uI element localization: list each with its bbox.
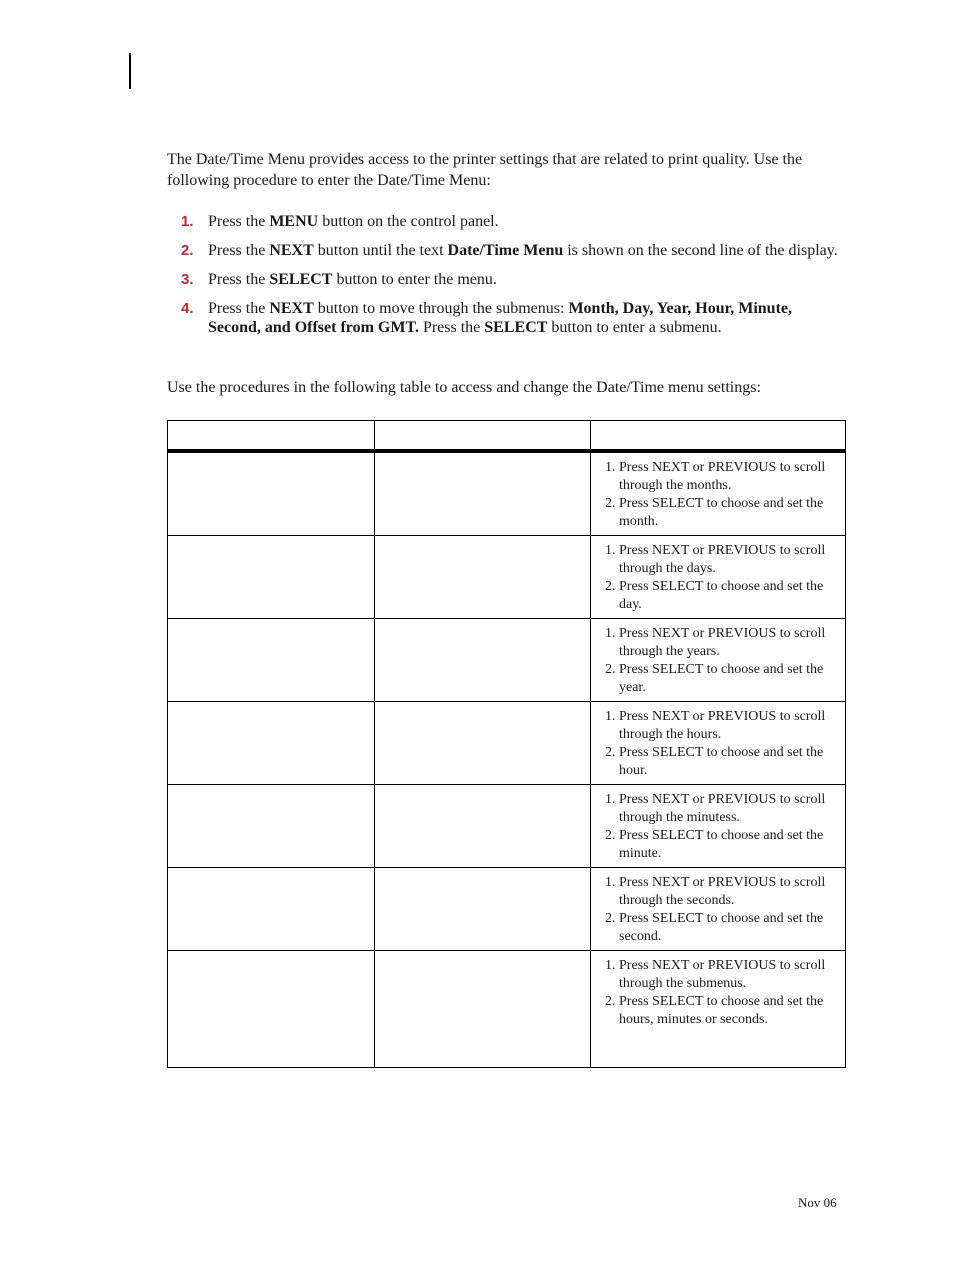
list-item — [605, 661, 837, 697]
step-item — [167, 270, 847, 289]
list-item — [605, 957, 837, 993]
item-number: 1. — [605, 709, 616, 724]
item-number: 2. — [605, 911, 616, 926]
submenu-cell — [168, 868, 375, 951]
step-text: button to enter the menu. — [332, 271, 497, 288]
table-row — [168, 536, 846, 619]
step-text: Press the — [208, 271, 270, 288]
step-text: Press the — [208, 300, 270, 317]
step-text: button until the text — [313, 242, 448, 259]
step-bold: Month, Day, Year, Hour, Minute, Second, and Offset from GMT. — [208, 300, 793, 336]
header-cell — [591, 421, 846, 452]
step-item — [167, 212, 847, 231]
table-lead-paragraph: Use the procedures in the following table to access and change the Date/Time menu settings: — [167, 379, 761, 396]
item-number: 1. — [605, 626, 616, 641]
header-cell — [375, 421, 591, 452]
list-item — [605, 910, 837, 946]
procedure-cell — [591, 619, 846, 702]
step-text: button to move through the submenus: — [313, 300, 569, 317]
options-cell — [375, 868, 591, 951]
table-row — [168, 868, 846, 951]
options-cell — [375, 702, 591, 785]
step-number: 3. — [181, 271, 194, 288]
step-number: 1. — [181, 213, 194, 230]
list-item — [605, 744, 837, 780]
options-cell — [375, 951, 591, 1068]
procedure-list — [591, 951, 845, 1029]
step-text: button to enter a submenu. — [547, 319, 722, 336]
procedure-list — [591, 702, 845, 780]
item-number: 2. — [605, 496, 616, 511]
item-text: Press NEXT or PREVIOUS to scroll through the minutess. — [619, 792, 826, 825]
list-item — [605, 874, 837, 910]
procedure-cell — [591, 868, 846, 951]
item-text: Press NEXT or PREVIOUS to scroll through the hours. — [619, 709, 826, 742]
header-cell — [168, 421, 375, 452]
item-text: Press SELECT to choose and set the hours, minutes or seconds. — [619, 994, 824, 1027]
procedure-list — [591, 536, 845, 614]
item-text: Press NEXT or PREVIOUS to scroll through the years. — [619, 626, 826, 659]
options-cell — [375, 451, 591, 536]
list-item — [605, 708, 837, 744]
table-header-row — [168, 421, 846, 452]
step-text: Press the — [208, 213, 270, 230]
item-text: Press SELECT to choose and set the day. — [619, 579, 824, 612]
submenu-cell — [168, 451, 375, 536]
intro-paragraph: The Date/Time Menu provides access to the printer settings that are related to print quality. Use the following procedure to enter the Date/Time Menu: — [167, 151, 803, 189]
options-cell — [375, 536, 591, 619]
step-bold: SELECT — [269, 271, 333, 288]
item-text: Press NEXT or PREVIOUS to scroll through the days. — [619, 543, 826, 576]
procedure-list — [591, 868, 845, 946]
margin-change-bar — [129, 53, 131, 89]
options-cell — [375, 785, 591, 868]
item-number: 2. — [605, 745, 616, 760]
step-number: 2. — [181, 242, 194, 259]
procedure-list — [591, 453, 845, 531]
step-bold: Date/Time Menu — [447, 242, 564, 259]
item-number: 2. — [605, 662, 616, 677]
step-text: button on the control panel. — [318, 213, 499, 230]
procedure-list — [591, 619, 845, 697]
item-text: Press NEXT or PREVIOUS to scroll through the submenus. — [619, 958, 826, 991]
procedure-cell — [591, 451, 846, 536]
procedure-steps — [167, 212, 847, 347]
list-item — [605, 542, 837, 578]
submenu-cell — [168, 785, 375, 868]
submenu-cell — [168, 619, 375, 702]
table-row — [168, 785, 846, 868]
item-number: 2. — [605, 828, 616, 843]
procedure-cell — [591, 702, 846, 785]
submenu-cell — [168, 536, 375, 619]
item-text: Press SELECT to choose and set the year. — [619, 662, 824, 695]
item-number: 1. — [605, 543, 616, 558]
list-item — [605, 495, 837, 531]
procedure-cell — [591, 951, 846, 1068]
step-bold: SELECT — [484, 319, 548, 336]
step-text: is shown on the second line of the display. — [563, 242, 838, 259]
list-item — [605, 625, 837, 661]
table-row — [168, 951, 846, 1068]
item-number: 1. — [605, 460, 616, 475]
table-row — [168, 619, 846, 702]
list-item — [605, 993, 837, 1029]
item-text: Press NEXT or PREVIOUS to scroll through the months. — [619, 460, 826, 493]
submenu-cell — [168, 702, 375, 785]
item-text: Press SELECT to choose and set the second. — [619, 911, 824, 944]
list-item — [605, 459, 837, 495]
list-item — [605, 578, 837, 614]
step-text: Press the — [208, 242, 270, 259]
step-item — [167, 241, 847, 260]
procedure-cell — [591, 536, 846, 619]
item-number: 1. — [605, 792, 616, 807]
options-cell — [375, 619, 591, 702]
step-bold: MENU — [269, 213, 319, 230]
procedure-list — [591, 785, 845, 863]
step-text: Press the — [418, 319, 485, 336]
procedure-cell — [591, 785, 846, 868]
item-number: 1. — [605, 958, 616, 973]
submenu-cell — [168, 951, 375, 1068]
item-text: Press SELECT to choose and set the hour. — [619, 745, 824, 778]
step-bold: NEXT — [269, 242, 314, 259]
list-item — [605, 827, 837, 863]
item-text: Press SELECT to choose and set the month. — [619, 496, 824, 529]
item-number: 2. — [605, 579, 616, 594]
page-footer-date: Nov 06 — [798, 1195, 837, 1210]
settings-table — [167, 420, 846, 1068]
item-text: Press NEXT or PREVIOUS to scroll through the seconds. — [619, 875, 826, 908]
step-number: 4. — [181, 300, 194, 317]
item-text: Press SELECT to choose and set the minute. — [619, 828, 824, 861]
step-bold: NEXT — [269, 300, 314, 317]
item-number: 1. — [605, 875, 616, 890]
table-row — [168, 702, 846, 785]
item-number: 2. — [605, 994, 616, 1009]
step-item — [167, 299, 847, 337]
table-row — [168, 451, 846, 536]
list-item — [605, 791, 837, 827]
